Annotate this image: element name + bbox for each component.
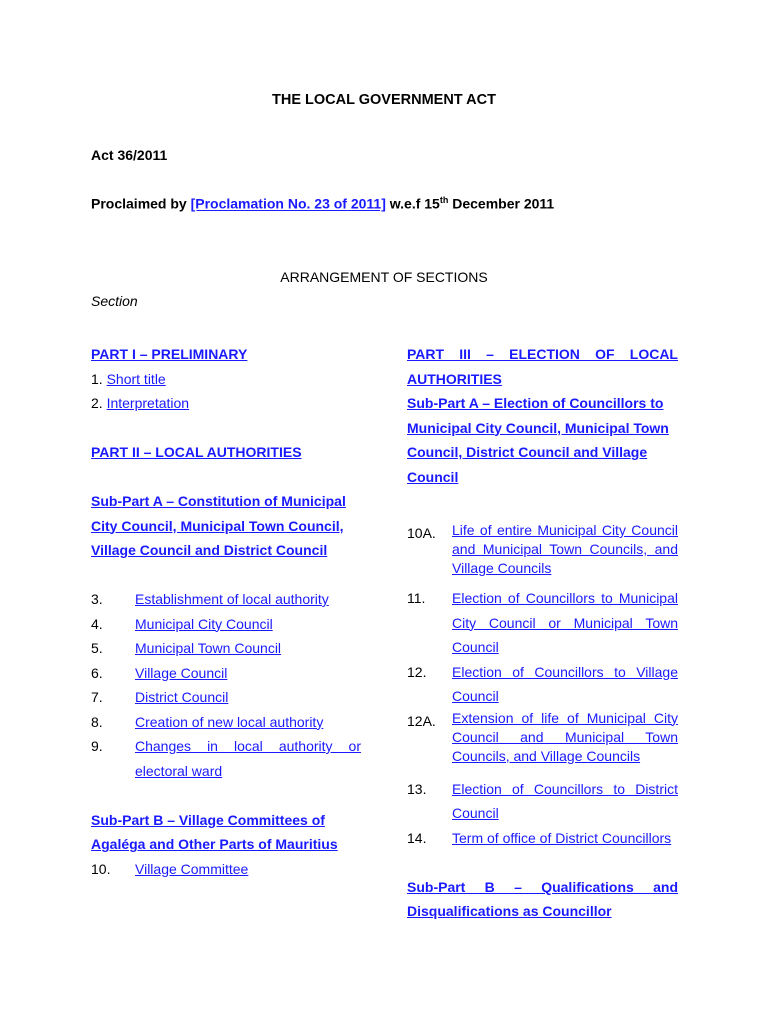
toc-item xyxy=(91,612,361,637)
toc-item xyxy=(91,587,361,612)
toc-item xyxy=(91,367,361,392)
section-number: 4. xyxy=(91,615,103,632)
date-superscript: th xyxy=(439,195,449,205)
toc-link-village-council[interactable]: Village Council xyxy=(135,664,228,681)
toc-item xyxy=(407,777,678,826)
toc-item xyxy=(407,709,678,766)
section-number: 13. xyxy=(407,780,427,797)
proclaimed-date: w.e.f 15 xyxy=(385,195,440,212)
section-number: 7. xyxy=(91,689,103,705)
section-number: 1. xyxy=(91,370,103,387)
toc-link-election-district[interactable]: Election of Councillors to District Council xyxy=(452,780,678,821)
toc-item xyxy=(407,586,678,660)
right-column xyxy=(407,342,678,924)
toc-item xyxy=(91,391,361,416)
toc-item xyxy=(91,734,361,783)
toc-item xyxy=(91,857,361,882)
section-number: 5. xyxy=(91,640,103,656)
section-number: 10A. xyxy=(407,525,436,541)
proclamation-line xyxy=(91,195,554,212)
part-2-heading[interactable]: PART II – LOCAL AUTHORITIES xyxy=(91,444,302,460)
toc-item xyxy=(407,521,678,578)
section-label: Section xyxy=(91,293,138,309)
toc-link-term-of-office[interactable]: Term of office of District Councillors xyxy=(452,829,672,846)
sub-part-b-heading[interactable]: Sub-Part B – Village Committees of Agaléga and Other Parts of Mauritius xyxy=(91,811,338,852)
toc-link-interpretation[interactable]: Interpretation xyxy=(106,395,190,411)
toc-item xyxy=(407,660,678,709)
proclamation-link[interactable]: [Proclamation No. 23 of 2011] xyxy=(190,195,386,212)
toc-item xyxy=(407,826,678,851)
toc-item xyxy=(91,636,361,661)
toc-link-election-village[interactable]: Election of Councillors to Village Council xyxy=(452,663,678,704)
toc-link-short-title[interactable]: Short title xyxy=(106,370,166,387)
sub-part-a-heading[interactable]: Sub-Part A – Constitution of Municipal City Council, Municipal Town Council, Village Council and District Council xyxy=(91,493,346,558)
section-number: 6. xyxy=(91,664,103,681)
section-number: 12. xyxy=(407,663,427,680)
toc-link-creation-new-authority[interactable]: Creation of new local authority xyxy=(135,713,324,730)
section-number: 8. xyxy=(91,713,103,730)
toc-item xyxy=(91,685,361,710)
part-3-heading[interactable]: PART III – ELECTION OF LOCAL AUTHORITIES xyxy=(407,346,678,387)
section-number: 2. xyxy=(91,395,103,411)
section-number: 10. xyxy=(91,860,111,877)
toc-link-election-municipal[interactable]: Election of Councillors to Municipal City Council or Municipal Town Council xyxy=(452,590,678,655)
toc-link-establishment[interactable]: Establishment of local authority xyxy=(135,591,329,607)
section-number: 9. xyxy=(91,738,103,754)
section-number: 14. xyxy=(407,829,427,846)
proclaimed-prefix: Proclaimed by xyxy=(91,195,191,212)
act-number: Act 36/2011 xyxy=(91,147,168,163)
toc-link-extension-of-life[interactable]: Extension of life of Municipal City Council and Municipal Town Councils, and Village Councils xyxy=(452,709,678,764)
document-title: THE LOCAL GOVERNMENT ACT xyxy=(272,92,496,108)
section-number: 11. xyxy=(407,590,426,606)
section-number: 12A. xyxy=(407,712,436,729)
toc-link-village-committee[interactable]: Village Committee xyxy=(135,860,249,877)
toc-link-changes-local-authority[interactable]: Changes in local authority or electoral ward xyxy=(135,738,361,779)
toc-link-life-of-councils[interactable]: Life of entire Municipal City Council and Municipal Town Councils, and Village Councils xyxy=(452,522,678,576)
toc-link-municipal-town-council[interactable]: Municipal Town Council xyxy=(135,640,282,656)
left-column xyxy=(91,342,361,881)
toc-link-municipal-city-council[interactable]: Municipal City Council xyxy=(135,615,273,632)
section-number: 3. xyxy=(91,591,103,607)
arrangement-heading: ARRANGEMENT OF SECTIONS xyxy=(280,269,488,285)
sub-part-b-qualifications-heading[interactable]: Sub-Part B – Qualifications and Disqualifications as Councillor xyxy=(407,878,678,919)
proclaimed-suffix: December 2011 xyxy=(448,195,555,212)
part-1-heading[interactable]: PART I – PRELIMINARY xyxy=(91,346,248,362)
toc-item xyxy=(91,710,361,735)
toc-link-district-council[interactable]: District Council xyxy=(135,689,229,705)
sub-part-a-election-heading[interactable]: Sub-Part A – Election of Councillors to Municipal City Council, Municipal Town Council, District Council and Village Council xyxy=(407,395,669,485)
toc-item xyxy=(91,661,361,686)
